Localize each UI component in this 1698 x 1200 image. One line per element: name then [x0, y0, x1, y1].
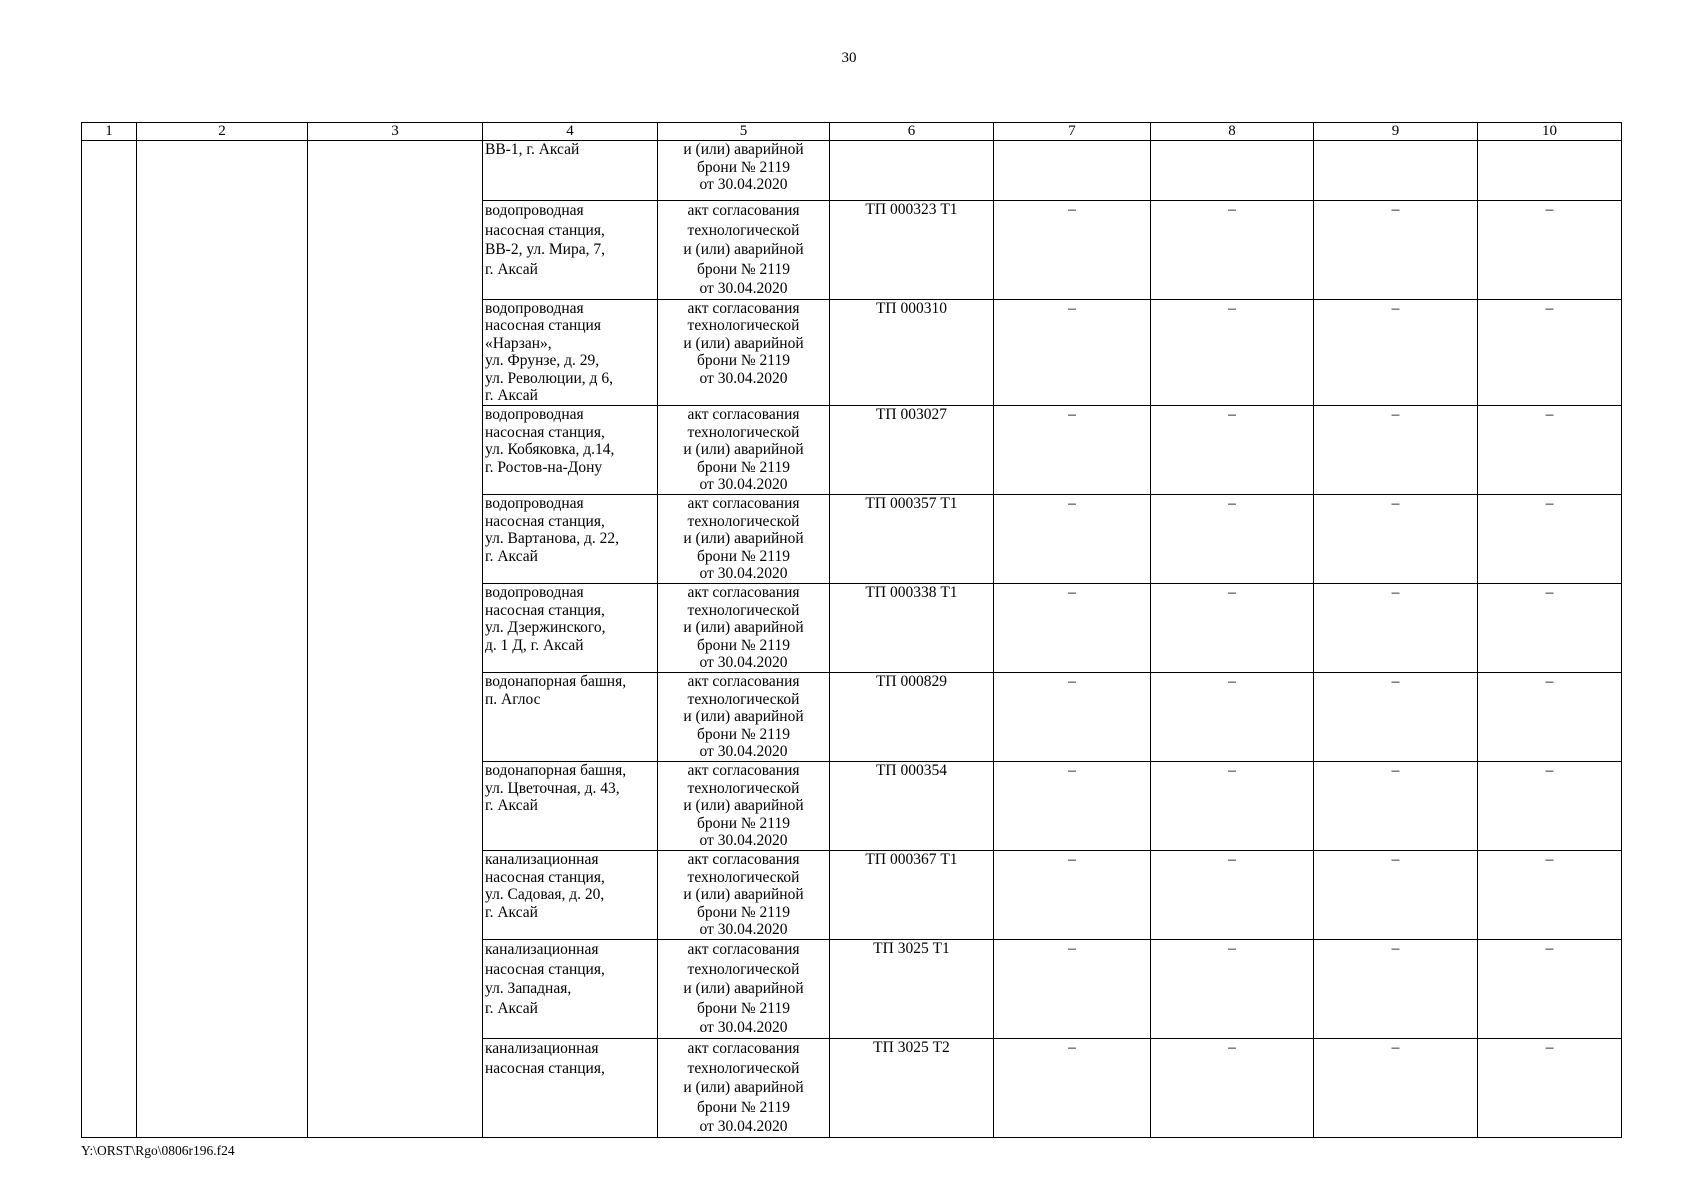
tp-cell: ТП 000338 Т1 [830, 584, 994, 673]
column-7-cell [994, 141, 1151, 201]
column-8-cell: – [1151, 584, 1314, 673]
column-8-cell: – [1151, 406, 1314, 495]
document-cell: акт согласования технологической и (или) аварийной брони № 2119 от 30.04.2020 [658, 1039, 830, 1138]
column-header-1: 1 [82, 123, 137, 141]
document-cell: акт согласования технологической и (или) аварийной брони № 2119 от 30.04.2020 [658, 584, 830, 673]
column-8-cell: – [1151, 299, 1314, 406]
column-7-cell: – [994, 495, 1151, 584]
column-9-cell: – [1314, 495, 1478, 584]
column-7-cell: – [994, 584, 1151, 673]
object-cell: водопроводная насосная станция, ул. Дзержинского, д. 1 Д, г. Аксай [483, 584, 658, 673]
document-cell: акт согласования технологической и (или) аварийной брони № 2119 от 30.04.2020 [658, 201, 830, 300]
column-9-cell: – [1314, 1039, 1478, 1138]
document-cell: акт согласования технологической и (или) аварийной брони № 2119 от 30.04.2020 [658, 406, 830, 495]
column-9-cell: – [1314, 201, 1478, 300]
object-cell: ВВ-1, г. Аксай [483, 141, 658, 201]
object-cell: водопроводная насосная станция, ул. Кобяковка, д.14, г. Ростов-на-Дону [483, 406, 658, 495]
column-8-cell: – [1151, 851, 1314, 940]
column-header-2: 2 [137, 123, 308, 141]
column-header-5: 5 [658, 123, 830, 141]
object-cell: канализационная насосная станция, [483, 1039, 658, 1138]
column-7-cell: – [994, 299, 1151, 406]
column-10-cell [1478, 141, 1622, 201]
object-cell: водонапорная башня, ул. Цветочная, д. 43, г. Аксай [483, 762, 658, 851]
document-cell: акт согласования технологической и (или) аварийной брони № 2119 от 30.04.2020 [658, 940, 830, 1039]
column-9-cell [1314, 141, 1478, 201]
object-cell: водопроводная насосная станция «Нарзан», ул. Фрунзе, д. 29, ул. Революции, д 6, г. Аксай [483, 299, 658, 406]
column-header-7: 7 [994, 123, 1151, 141]
data-table [81, 122, 1622, 1138]
tp-cell: ТП 000829 [830, 673, 994, 762]
column-9-cell: – [1314, 762, 1478, 851]
column-7-cell: – [994, 1039, 1151, 1138]
column-10-cell: – [1478, 584, 1622, 673]
column-9-cell: – [1314, 940, 1478, 1039]
column-header-4: 4 [483, 123, 658, 141]
page-number: 30 [841, 50, 857, 66]
column-10-cell: – [1478, 940, 1622, 1039]
column-8-cell: – [1151, 201, 1314, 300]
document-cell: акт согласования технологической и (или) аварийной брони № 2119 от 30.04.2020 [658, 673, 830, 762]
column-8-cell: – [1151, 673, 1314, 762]
document-cell: акт согласования технологической и (или) аварийной брони № 2119 от 30.04.2020 [658, 851, 830, 940]
column-8-cell: – [1151, 940, 1314, 1039]
column-header-9: 9 [1314, 123, 1478, 141]
object-cell: водопроводная насосная станция, ВВ-2, ул. Мира, 7, г. Аксай [483, 201, 658, 300]
object-cell: водонапорная башня, п. Аглос [483, 673, 658, 762]
column-7-cell: – [994, 851, 1151, 940]
column-9-cell: – [1314, 299, 1478, 406]
tp-cell: ТП 000310 [830, 299, 994, 406]
tp-cell: ТП 003027 [830, 406, 994, 495]
object-cell: канализационная насосная станция, ул. Западная, г. Аксай [483, 940, 658, 1039]
column-10-cell: – [1478, 851, 1622, 940]
object-cell: канализационная насосная станция, ул. Садовая, д. 20, г. Аксай [483, 851, 658, 940]
header-row [82, 123, 1622, 141]
document-cell: акт согласования технологической и (или) аварийной брони № 2119 от 30.04.2020 [658, 495, 830, 584]
column-10-cell: – [1478, 495, 1622, 584]
document-cell: акт согласования технологической и (или) аварийной брони № 2119 от 30.04.2020 [658, 762, 830, 851]
column-8-cell: – [1151, 762, 1314, 851]
column-3-cell [308, 141, 483, 1138]
column-2-cell [137, 141, 308, 1138]
column-header-3: 3 [308, 123, 483, 141]
column-9-cell: – [1314, 584, 1478, 673]
column-7-cell: – [994, 406, 1151, 495]
column-9-cell: – [1314, 406, 1478, 495]
column-9-cell: – [1314, 851, 1478, 940]
column-7-cell: – [994, 673, 1151, 762]
tp-cell: ТП 000367 Т1 [830, 851, 994, 940]
table-row [82, 141, 1622, 201]
column-10-cell: – [1478, 1039, 1622, 1138]
tp-cell: ТП 000357 Т1 [830, 495, 994, 584]
document-cell: и (или) аварийной брони № 2119 от 30.04.2020 [658, 141, 830, 201]
tp-cell: ТП 3025 Т1 [830, 940, 994, 1039]
column-7-cell: – [994, 940, 1151, 1039]
footer-file-path: Y:\ORST\Rgo\0806r196.f24 [81, 1143, 235, 1158]
column-header-10: 10 [1478, 123, 1622, 141]
column-7-cell: – [994, 762, 1151, 851]
document-cell: акт согласования технологической и (или) аварийной брони № 2119 от 30.04.2020 [658, 299, 830, 406]
column-10-cell: – [1478, 406, 1622, 495]
column-8-cell [1151, 141, 1314, 201]
object-cell: водопроводная насосная станция, ул. Вартанова, д. 22, г. Аксай [483, 495, 658, 584]
column-10-cell: – [1478, 299, 1622, 406]
tp-cell: ТП 000354 [830, 762, 994, 851]
tp-cell: ТП 3025 Т2 [830, 1039, 994, 1138]
column-1-cell [82, 141, 137, 1138]
column-9-cell: – [1314, 673, 1478, 762]
column-10-cell: – [1478, 201, 1622, 300]
column-header-8: 8 [1151, 123, 1314, 141]
column-8-cell: – [1151, 495, 1314, 584]
tp-cell [830, 141, 994, 201]
tp-cell: ТП 000323 Т1 [830, 201, 994, 300]
column-8-cell: – [1151, 1039, 1314, 1138]
column-10-cell: – [1478, 762, 1622, 851]
column-header-6: 6 [830, 123, 994, 141]
column-10-cell: – [1478, 673, 1622, 762]
column-7-cell: – [994, 201, 1151, 300]
